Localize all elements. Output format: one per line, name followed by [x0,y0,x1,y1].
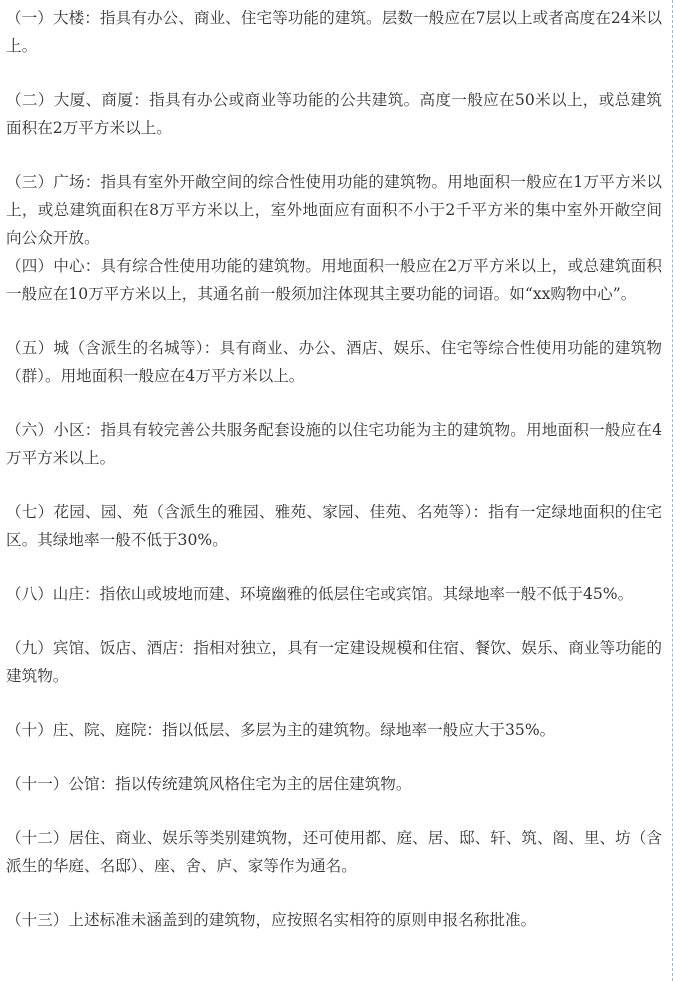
paragraph-13: （十三）上述标准未涵盖到的建筑物，应按照名实相符的原则申报名称批准。 [6,911,537,929]
paragraph-5: （五）城（含派生的名城等）：具有商业、办公、酒店、娱乐、住宅等综合性使用功能的建筑物（群）。用地面积一般应在4万平方米以上。 [6,339,662,385]
paragraph-6: （六）小区：指具有较完善公共服务配套设施的以住宅功能为主的建筑物。用地面积一般应在4万平方米以上。 [6,421,662,467]
paragraph-7: （七）花园、园、苑（含派生的雅园、雅苑、家园、佳苑、名苑等）：指有一定绿地面积的住宅区。其绿地率一般不低于30%。 [6,503,662,549]
paragraph-1: （一）大楼：指具有办公、商业、住宅等功能的建筑。层数一般应在7层以上或者高度在24米以上。 [6,9,662,55]
paragraph-2: （二）大厦、商厦：指具有办公或商业等功能的公共建筑。高度一般应在50米以上，或总建筑面积在2万平方米以上。 [6,91,662,137]
paragraph-9: （九）宾馆、饭店、酒店：指相对独立，具有一定建设规模和住宿、餐饮、娱乐、商业等功能的建筑物。 [6,639,662,685]
paragraph-8: （八）山庄：指依山或坡地而建、环境幽雅的低层住宅或宾馆。其绿地率一般不低于45%。 [6,585,634,603]
paragraph-3: （三）广场：指具有室外开敞空间的综合性使用功能的建筑物。用地面积一般应在1万平方米以上，或总建筑面积在8万平方米以上，室外地面应有面积不小于2千平方米的集中室外开敞空间向公众开放。 [6,173,662,247]
paragraph-11: （十一）公馆：指以传统建筑风格住宅为主的居住建筑物。 [6,775,412,793]
article-body [6,4,662,934]
paragraph-10: （十）庄、院、庭院：指以低层、多层为主的建筑物。绿地率一般应大于35%。 [6,721,556,739]
paragraph-4: （四）中心：具有综合性使用功能的建筑物。用地面积一般应在2万平方米以上，或总建筑面积一般应在10万平方米以上，其通名前一般须加注体现其主要功能的词语。如“xx购物中心”。 [6,257,662,303]
paragraph-12: （十二）居住、商业、娱乐等类别建筑物，还可使用都、庭、居、邸、轩、筑、阁、里、坊（含派生的华庭、名邸）、座、舍、庐、家等作为通名。 [6,829,662,875]
